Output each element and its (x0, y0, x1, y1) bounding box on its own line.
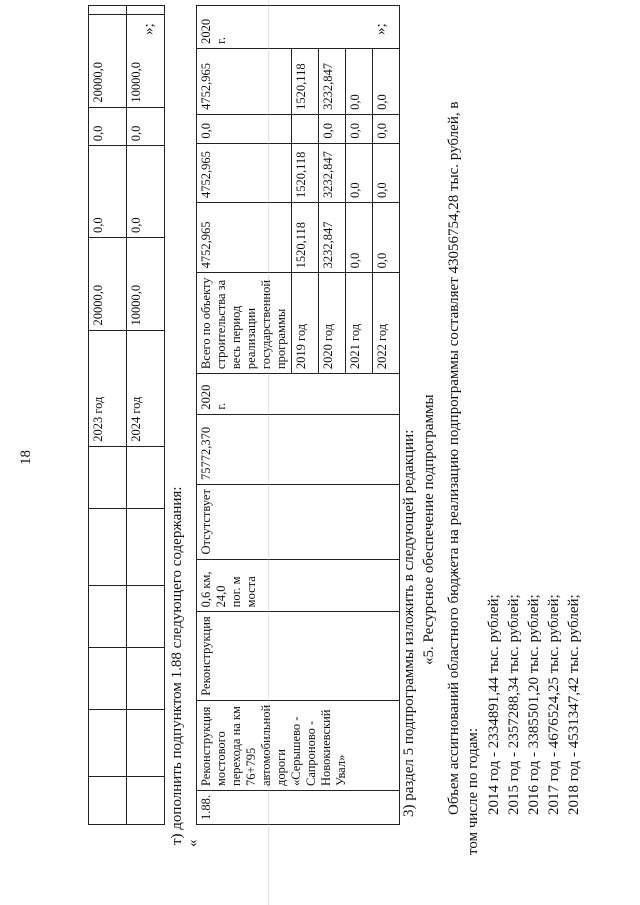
value-cell: 0,0 (373, 143, 400, 202)
instruction-3: 3) раздел 5 подпрограммы изложить в следующей редакции: (401, 429, 417, 817)
object-name: Реконструкция мостового перехода на км 76+795 автомобильной дороги «Серышево - Сапроново - Новокиевский Увал» (197, 700, 400, 790)
value-cell: 1520,118 (292, 48, 319, 114)
table-row (197, 6, 292, 825)
value-cell: 1520,118 (292, 143, 319, 202)
scan-fold-line (268, 0, 269, 905)
finance-label: 2020 год (319, 273, 346, 374)
value-cell: 0,0 (127, 107, 165, 146)
finance-label: Всего по объекту строительства за весь период реализации государственной программы (197, 273, 292, 374)
value-cell: 3232,847 (319, 203, 346, 273)
work-type: Реконструкция (197, 612, 400, 700)
end-mark: »; (141, 23, 157, 35)
value-cell: 20000,0 (89, 237, 127, 330)
paragraph-2: том числе по годам: (465, 727, 481, 855)
estimate: 75772,370 (197, 414, 400, 484)
value-cell (292, 114, 319, 143)
value-cell: 1520,118 (292, 203, 319, 273)
finance-label: 2022 год (373, 273, 400, 374)
open-quote: « (185, 839, 201, 847)
row-number: 1.88. (197, 791, 400, 825)
value-cell: 0,0 (373, 114, 400, 143)
section-title: «5. Ресурсное обеспечение подпрограммы (421, 394, 437, 665)
value-cell: 0,0 (346, 48, 373, 114)
finance-label: 2021 год (346, 273, 373, 374)
value-cell: 0,0 (346, 114, 373, 143)
list-item: 2014 год - 2334891,44 тыс. рублей; (486, 594, 502, 815)
value-cell: 4752,965 (197, 203, 292, 273)
value-cell: 0,0 (89, 107, 127, 146)
table-row (89, 6, 127, 825)
end-mark: »; (373, 23, 389, 35)
paragraph-1: Объем ассигнований областного бюджета на реализацию подпрограммы составляет 43056754,28 тыс. рублей, в (446, 101, 462, 815)
end-year: 2020 г. (197, 6, 400, 49)
deadline: 2020 г. (197, 374, 400, 415)
value-cell: 0,0 (346, 203, 373, 273)
value-cell: 0,0 (89, 146, 127, 238)
instruction-t: т) дополнить подпунктом 1.88 следующего содержания: (169, 486, 185, 845)
list-item: 2017 год - 4676524,25 тыс. рублей; (546, 594, 562, 815)
value-cell: 0,0 (373, 203, 400, 273)
year-cell: 2023 год (89, 330, 127, 446)
value-cell: 20000,0 (89, 15, 127, 108)
value-cell: 0,0 (197, 114, 292, 143)
value-cell: 4752,965 (197, 48, 292, 114)
main-table (196, 5, 400, 825)
design-doc: Отсутствует (197, 485, 400, 559)
top-table (88, 5, 165, 825)
value-cell: 0,0 (127, 146, 165, 238)
list-item: 2016 год - 3385501,20 тыс. рублей; (526, 594, 542, 815)
value-cell: 10000,0 (127, 15, 165, 108)
list-item: 2015 год - 2357288,34 тыс. рублей; (506, 594, 522, 815)
capacity: 0,6 км, 24,0 пог. м моста (197, 559, 400, 612)
table-row (127, 6, 165, 825)
value-cell: 0,0 (373, 48, 400, 114)
value-cell: 3232,847 (319, 48, 346, 114)
list-item: 2018 год - 4531347,42 тыс. рублей; (566, 594, 582, 815)
year-cell: 2024 год (127, 330, 165, 446)
value-cell: 3232,847 (319, 143, 346, 202)
value-cell: 4752,965 (197, 143, 292, 202)
value-cell: 0,0 (319, 114, 346, 143)
page-number: 18 (18, 450, 34, 465)
value-cell: 10000,0 (127, 237, 165, 330)
finance-label: 2019 год (292, 273, 319, 374)
value-cell: 0,0 (346, 143, 373, 202)
